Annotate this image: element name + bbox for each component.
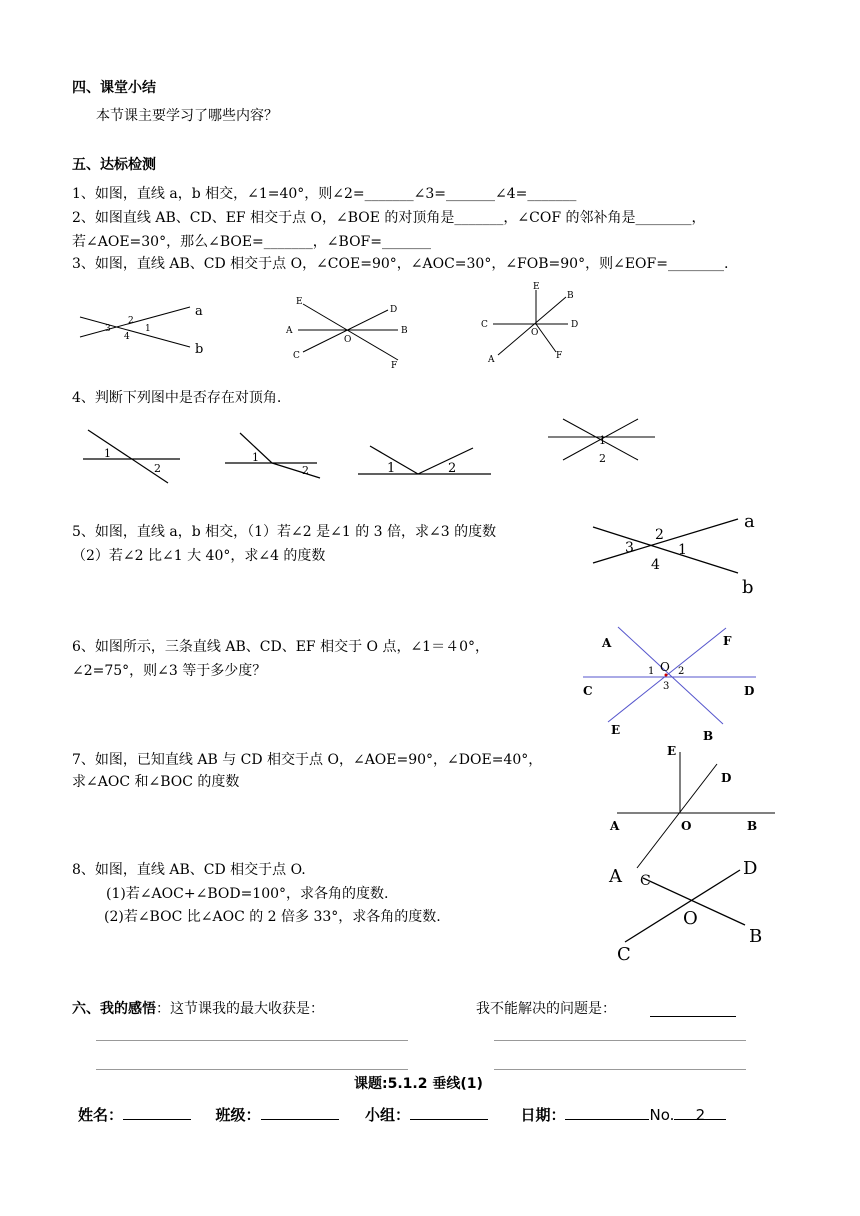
summary-question: 本节课主要学习了哪些内容？ <box>96 108 278 124</box>
fig6-label-C: C <box>583 684 593 698</box>
fig4b-angle-1: 1 <box>252 451 259 464</box>
topic-title: 课题:5.1.2 垂线(1) <box>354 1076 483 1092</box>
question-7-line-1: 7、如图，已知直线 AB 与 CD 相交于点 O，∠AOE=90°，∠DOE=40°， <box>72 752 543 768</box>
fig1-angle-4: 4 <box>124 332 130 342</box>
fig4a-angle-2: 2 <box>154 462 161 475</box>
fig7-label-O: O <box>681 819 692 833</box>
fig3-label-C: C <box>481 320 488 330</box>
fig6-label-E: E <box>611 723 621 737</box>
figure-8 <box>605 850 775 970</box>
fig6-angle-2: 2 <box>678 666 685 677</box>
fig1-angle-2: 2 <box>128 316 134 326</box>
summary-heading: 四、课堂小结 <box>72 80 156 96</box>
footer-fields <box>78 1105 726 1125</box>
figure-2 <box>283 290 418 370</box>
question-6-line-1: 6、如图所示，三条直线 AB、CD、EF 相交于 O 点，∠1＝４0°， <box>72 639 489 655</box>
figure-7 <box>605 740 775 850</box>
class-blank[interactable] <box>261 1105 339 1120</box>
fig8-label-B: B <box>749 926 763 947</box>
figure-1 <box>75 295 215 360</box>
fig2-label-E: E <box>296 297 303 307</box>
fig8-label-C-small: C <box>640 873 651 889</box>
figure-4c <box>355 440 495 480</box>
reflection-gain-label: ：这节课我的最大收获是： <box>156 1001 324 1017</box>
fig3-label-E: E <box>533 282 540 292</box>
reflection-row <box>72 999 324 1019</box>
name-label: 姓名： <box>78 1106 124 1124</box>
fig6-label-O: O <box>660 660 670 674</box>
question-3: 3、如图，直线 AB、CD 相交于点 O，∠COE=90°，∠AOC=30°，∠FOB=90°，则∠EOF=________. <box>72 256 729 272</box>
fig8-label-D: D <box>743 858 758 879</box>
fig5-label-b: b <box>742 577 754 598</box>
fig3-label-D: D <box>571 320 579 330</box>
fig5-angle-2: 2 <box>655 527 664 543</box>
fig5-angle-3: 3 <box>625 540 634 556</box>
fig6-angle-1: 1 <box>648 666 655 677</box>
figure-6 <box>578 622 768 747</box>
fig5-angle-4: 4 <box>651 557 660 573</box>
fig6-angle-3: 3 <box>663 681 670 692</box>
question-6-line-2: ∠2=75°，则∠3 等于多少度？ <box>72 663 267 679</box>
fig3-label-A: A <box>488 355 495 365</box>
question-5-line-2: （2）若∠2 比∠1 大 40°，求∠4 的度数 <box>72 548 326 564</box>
figure-3 <box>478 280 588 370</box>
no-label: No. <box>649 1106 675 1124</box>
fig5-angle-1: 1 <box>678 542 687 558</box>
gain-answer-line-1[interactable] <box>96 1040 408 1041</box>
fig7-label-E: E <box>667 744 677 758</box>
question-7-line-2: 求∠AOC 和∠BOC 的度数 <box>72 774 240 790</box>
fig2-label-F: F <box>391 361 398 371</box>
class-label: 班级： <box>215 1106 261 1124</box>
question-2-line-1: 2、如图直线 AB、CD、EF 相交于点 O，∠BOE 的对顶角是_______，∠COF 的邻补角是________， <box>72 210 706 226</box>
unsolved-answer-line-1[interactable] <box>494 1040 746 1041</box>
no-value: 2 <box>674 1105 726 1120</box>
fig2-label-D: D <box>390 305 398 315</box>
fig2-label-O: O <box>344 335 352 345</box>
reflection-heading: 六、我的感悟 <box>72 1001 156 1017</box>
question-5-line-1: 5、如图，直线 a，b 相交，（1）若∠2 是∠1 的 3 倍，求∠3 的度数 <box>72 524 497 540</box>
fig6-label-D: D <box>744 684 755 698</box>
fig4a-angle-1: 1 <box>104 447 111 460</box>
fig2-label-C: C <box>293 351 300 361</box>
fig4d-angle-1: 1 <box>599 434 606 447</box>
fig7-label-A: A <box>610 819 620 833</box>
group-blank[interactable] <box>410 1105 488 1120</box>
unsolved-answer-line-2[interactable] <box>494 1069 746 1070</box>
question-8-line-1: 8、如图，直线 AB、CD 相交于点 O. <box>72 862 306 878</box>
question-2-line-2: 若∠AOE=30°，那么∠BOE=_______，∠BOF=_______ <box>72 234 431 250</box>
reflection-unsolved-label: 我不能解决的问题是： <box>476 1001 616 1017</box>
fig6-label-F: F <box>723 634 732 648</box>
test-heading: 五、达标检测 <box>72 157 156 173</box>
gain-answer-line-2[interactable] <box>96 1069 408 1070</box>
figure-5 <box>588 505 763 600</box>
fig4b-angle-2: 2 <box>302 464 309 477</box>
fig5-label-a: a <box>744 511 755 532</box>
fig1-angle-3: 3 <box>105 324 111 334</box>
fig8-label-O: O <box>683 908 698 929</box>
fig1-angle-1: 1 <box>145 324 151 334</box>
name-blank[interactable] <box>123 1105 191 1120</box>
figure-4b <box>222 428 332 483</box>
fig3-label-O: O <box>531 328 539 338</box>
fig7-label-B: B <box>747 819 758 833</box>
date-blank[interactable] <box>565 1105 649 1120</box>
question-4: 4、判断下列图中是否存在对顶角. <box>72 390 282 406</box>
fig2-label-B: B <box>401 326 408 336</box>
group-label: 小组： <box>364 1106 410 1124</box>
fig3-label-B: B <box>567 291 574 301</box>
fig6-label-B: B <box>703 729 714 743</box>
question-1: 1、如图，直线 a，b 相交，∠1=40°，则∠2=_______∠3=_______∠4=_______ <box>72 186 577 202</box>
fig6-label-A: A <box>602 636 612 650</box>
fig4c-angle-2: 2 <box>448 461 457 476</box>
fig3-label-F: F <box>556 351 563 361</box>
fig2-label-A: A <box>286 326 293 336</box>
fig1-label-a: a <box>195 304 203 319</box>
fig1-label-b: b <box>195 342 204 357</box>
figure-4d <box>548 415 658 470</box>
date-label: 日期： <box>520 1106 566 1124</box>
unsolved-blank[interactable] <box>650 1016 736 1017</box>
question-8-line-3: (2)若∠BOC 比∠AOC 的 2 倍多 33°，求各角的度数. <box>104 909 441 925</box>
fig8-label-A: A <box>609 866 622 887</box>
figure-4a <box>80 425 190 485</box>
fig8-label-C: C <box>617 944 631 965</box>
fig4c-angle-1: 1 <box>387 461 396 476</box>
fig4d-angle-2: 2 <box>599 452 606 465</box>
question-8-line-2: (1)若∠AOC+∠BOD=100°，求各角的度数. <box>106 886 389 902</box>
fig7-label-D: D <box>721 771 732 785</box>
